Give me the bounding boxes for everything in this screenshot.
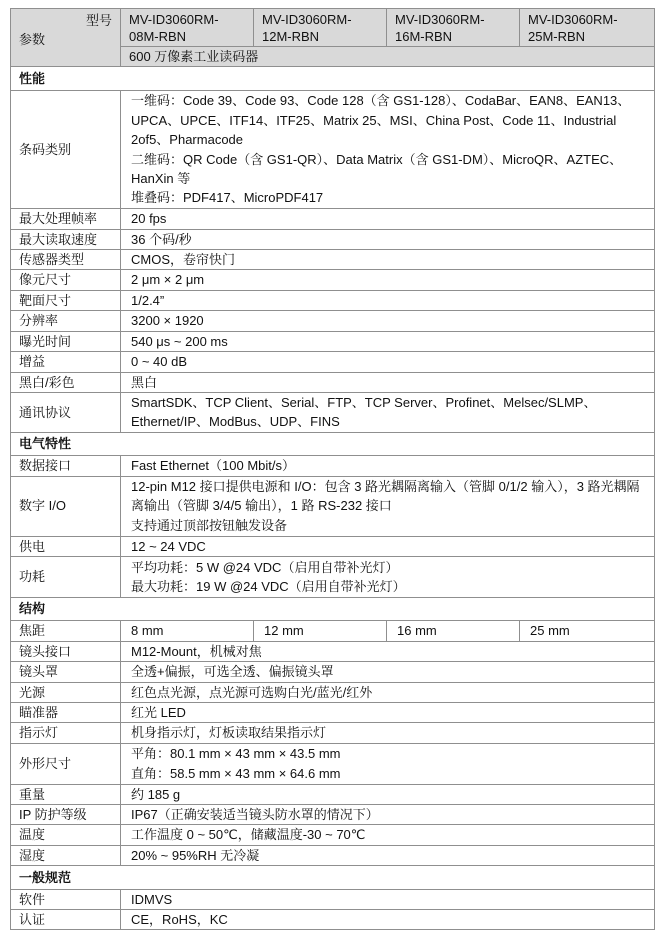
spec-row [11, 90, 655, 208]
spec-table [10, 8, 655, 930]
row-label: 焦距 [11, 621, 121, 641]
spec-row [11, 250, 655, 270]
row-value: CMOS，卷帘快门 [121, 250, 655, 270]
row-label: 分辨率 [11, 311, 121, 331]
spec-row [11, 290, 655, 310]
value-line: 堆叠码：PDF417、MicroPDF417 [131, 190, 324, 206]
value-line: 一维码：Code 39、Code 93、Code 128（含 GS1-128）、CodaBar、EAN8、EAN13、UPCA、UPCE、ITF14、ITF25、Matrix 25、MSI、China Post、Code 11、Industrial 2of5、Pharmacode [131, 93, 631, 148]
row-label: 指示灯 [11, 723, 121, 743]
spec-row [11, 392, 655, 432]
row-label: IP 防护等级 [11, 805, 121, 825]
row-value: SmartSDK、TCP Client、Serial、FTP、TCP Server、Profinet、Melsec/SLMP、Ethernet/IP、ModBus、UDP、FINS [121, 392, 655, 432]
value-line: 直角：58.5 mm × 43 mm × 64.6 mm [131, 765, 341, 781]
spec-row [11, 805, 655, 825]
row-value: 2 μm × 2 μm [121, 270, 655, 290]
corner-cell [11, 9, 121, 67]
row-label: 黑白/彩色 [11, 372, 121, 392]
section-header-electrical [11, 432, 655, 455]
spec-row [11, 311, 655, 331]
value-line: 平均功耗：5 W @24 VDC（启用自带补光灯） [131, 559, 399, 575]
row-value [121, 476, 655, 536]
value-line: 支持通过顶部按钮触发设备 [131, 517, 288, 533]
row-label: 传感器类型 [11, 250, 121, 270]
row-value: 12 ~ 24 VDC [121, 536, 655, 556]
row-label: 像元尺寸 [11, 270, 121, 290]
section-header-structure [11, 597, 655, 620]
row-label: 靶面尺寸 [11, 290, 121, 310]
focal-length-value: 16 mm [387, 621, 520, 641]
row-value: CE，RoHS，KC [121, 910, 655, 930]
model-name: MV-ID3060RM-25M-RBN [520, 9, 655, 47]
row-label: 光源 [11, 682, 121, 702]
row-value: 20 fps [121, 209, 655, 229]
spec-row [11, 784, 655, 804]
row-label: 镜头罩 [11, 662, 121, 682]
spec-row [11, 682, 655, 702]
section-title: 电气特性 [11, 432, 655, 455]
spec-row [11, 352, 655, 372]
value-line: 平角：80.1 mm × 43 mm × 43.5 mm [131, 746, 341, 762]
row-value: 约 185 g [121, 784, 655, 804]
row-label: 软件 [11, 889, 121, 909]
row-label: 认证 [11, 910, 121, 930]
focal-length-value: 12 mm [254, 621, 387, 641]
row-value: 红色点光源，点光源可选购白光/蓝光/红外 [121, 682, 655, 702]
row-value: 全透+偏振，可选全透、偏振镜头罩 [121, 662, 655, 682]
spec-row [11, 331, 655, 351]
section-header-performance [11, 67, 655, 90]
row-label: 镜头接口 [11, 641, 121, 661]
spec-row [11, 536, 655, 556]
focal-length-value: 8 mm [121, 621, 254, 641]
row-value [121, 557, 655, 598]
row-value: 1/2.4” [121, 290, 655, 310]
spec-row [11, 476, 655, 536]
row-label: 通讯协议 [11, 392, 121, 432]
model-name: MV-ID3060RM-08M-RBN [121, 9, 254, 47]
row-label: 功耗 [11, 557, 121, 598]
spec-row [11, 456, 655, 476]
row-label: 数据接口 [11, 456, 121, 476]
spec-row [11, 845, 655, 865]
spec-row [11, 743, 655, 784]
row-value: 机身指示灯，灯板读取结果指示灯 [121, 723, 655, 743]
row-value: M12-Mount，机械对焦 [121, 641, 655, 661]
row-label: 最大处理帧率 [11, 209, 121, 229]
row-label: 外形尺寸 [11, 743, 121, 784]
row-label: 最大读取速度 [11, 229, 121, 249]
spec-row [11, 229, 655, 249]
row-value: 540 μs ~ 200 ms [121, 331, 655, 351]
spec-row-focal-length [11, 621, 655, 641]
row-value: 3200 × 1920 [121, 311, 655, 331]
model-header-row [11, 9, 655, 47]
row-value: 0 ~ 40 dB [121, 352, 655, 372]
row-value: 20% ~ 95%RH 无冷凝 [121, 845, 655, 865]
row-label: 湿度 [11, 845, 121, 865]
spec-row [11, 557, 655, 598]
row-value [121, 743, 655, 784]
section-header-general [11, 866, 655, 889]
value-line: 二维码：QR Code（含 GS1-QR）、Data Matrix（含 GS1-DM）、MicroQR、AZTEC、HanXin 等 [131, 151, 623, 186]
section-title: 性能 [11, 67, 655, 90]
corner-label-model: 型号 [85, 13, 112, 28]
row-label: 瞄准器 [11, 703, 121, 723]
spec-row [11, 372, 655, 392]
spec-row [11, 910, 655, 930]
spec-row [11, 825, 655, 845]
product-description: 600 万像素工业读码器 [121, 47, 655, 67]
section-title: 一般规范 [11, 866, 655, 889]
spec-row [11, 209, 655, 229]
model-name: MV-ID3060RM-16M-RBN [387, 9, 520, 47]
spec-row [11, 662, 655, 682]
row-label: 重量 [11, 784, 121, 804]
value-line: 最大功耗：19 W @24 VDC（启用自带补光灯） [131, 579, 406, 595]
row-value: 红光 LED [121, 703, 655, 723]
spec-row [11, 703, 655, 723]
row-value: 黑白 [121, 372, 655, 392]
row-label: 数字 I/O [11, 476, 121, 536]
row-value [121, 90, 655, 208]
row-label: 供电 [11, 536, 121, 556]
row-label: 增益 [11, 352, 121, 372]
row-label: 温度 [11, 825, 121, 845]
row-value: IP67（正确安装适当镜头防水罩的情况下） [121, 805, 655, 825]
row-label: 曝光时间 [11, 331, 121, 351]
value-line: 12-pin M12 接口提供电源和 I/O：包含 3 路光耦隔离输入（管脚 0/1/2 输入），3 路光耦隔离输出（管脚 3/4/5 输出），1 路 RS-232 接口 [131, 479, 640, 514]
row-value: IDMVS [121, 889, 655, 909]
corner-label-parameter: 参数 [19, 32, 46, 47]
row-value: 36 个码/秒 [121, 229, 655, 249]
row-label: 条码类别 [11, 90, 121, 208]
section-title: 结构 [11, 597, 655, 620]
spec-row [11, 723, 655, 743]
spec-row [11, 270, 655, 290]
spec-row [11, 641, 655, 661]
spec-row [11, 889, 655, 909]
model-name: MV-ID3060RM-12M-RBN [254, 9, 387, 47]
focal-length-value: 25 mm [520, 621, 655, 641]
row-value: Fast Ethernet（100 Mbit/s） [121, 456, 655, 476]
row-value: 工作温度 0 ~ 50℃，储藏温度-30 ~ 70℃ [121, 825, 655, 845]
